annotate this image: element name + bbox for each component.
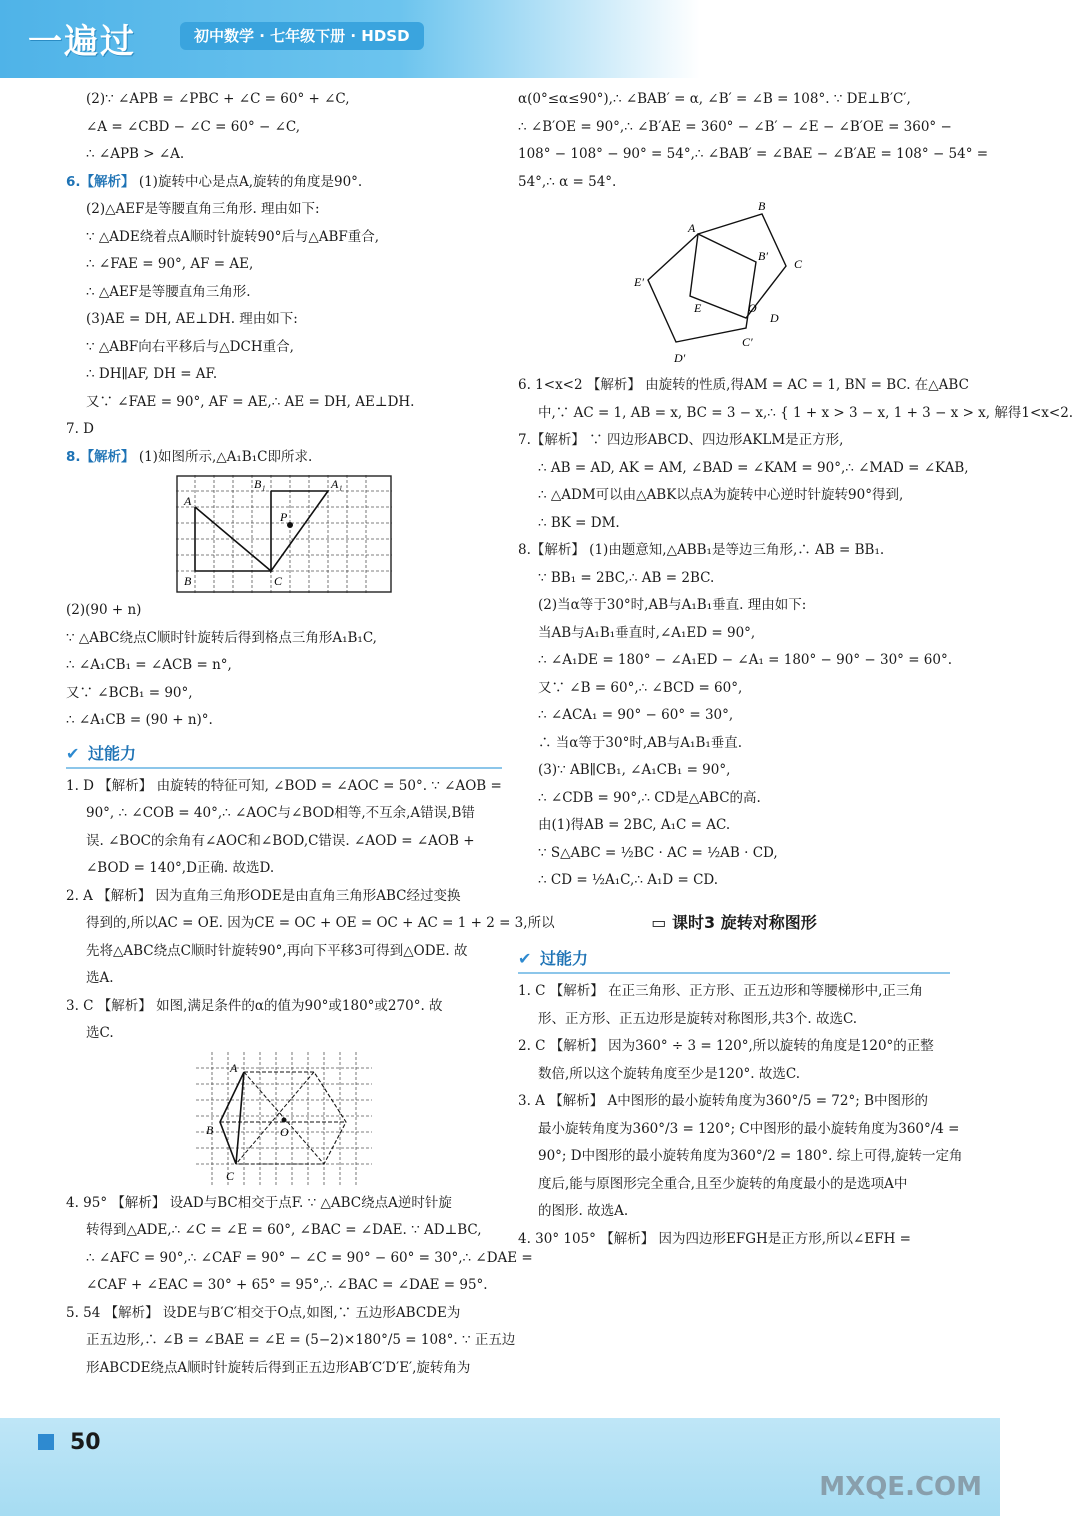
text-line: ∴ ∠A₁CB = (90 + n)°. xyxy=(66,712,213,728)
answer-6-head xyxy=(66,169,502,197)
text-line: ∴ DH∥AF, DH = AF. xyxy=(86,366,218,382)
text-line: 形、正方形、正五边形是旋转对称图形,共3个. 故选C. xyxy=(538,1010,858,1027)
text-line: (2)△AEF是等腰直角三角形. 理由如下: xyxy=(86,201,320,217)
text-line: 选A. xyxy=(86,970,114,986)
text-line: ∵ BB₁ = 2BC,∴ AB = 2BC. xyxy=(538,569,715,586)
grid-figure-alpha xyxy=(196,1052,372,1186)
label-a1: A₁ xyxy=(331,477,343,491)
point-p xyxy=(287,522,293,528)
text-line: (3)AE = DH, AE⊥DH. 理由如下: xyxy=(86,311,298,327)
text-line: ∴ AB = AD, AK = AM, ∠BAD = ∠KAM = 90°,∴ ∠MAD = ∠KAB, xyxy=(538,459,969,476)
section-heading: ✔ 过能力 xyxy=(518,946,950,974)
text-line: ∵ △ABC绕点C顺时针旋转后得到格点三角形A₁B₁C, xyxy=(66,629,377,646)
label-o: O xyxy=(280,1124,289,1139)
text-line: ∴ ∠CDB = 90°,∴ CD是△ABC的高. xyxy=(538,789,761,806)
text-line: 中,∵ AC = 1, AB = x, BC = 3 − x,∴ { 1 + x > 3 − x, 1 + 3 − x > x, 解得1<x<2. xyxy=(538,404,1073,421)
text-line: ∴ △AEF是等腰直角三角形. xyxy=(86,283,251,300)
page-header xyxy=(0,0,1000,78)
lesson-title: ▭ 课时3 旋转对称图形 xyxy=(651,912,817,932)
text-line: 又∵ ∠BCB₁ = 90°, xyxy=(66,684,193,701)
analysis-tag: 【解析】 xyxy=(80,173,135,190)
label-c-prime: C′ xyxy=(742,335,753,349)
text-line: ∵ △ABF向右平移后与△DCH重合, xyxy=(86,338,294,355)
text-line: (2)(90 + n) xyxy=(66,602,142,618)
text-line: (1)旋转中心是点A,旋转的角度是90°. xyxy=(138,173,363,190)
label-d-prime: D′ xyxy=(674,351,686,365)
text-line: 当AB与A₁B₁垂直时,∠A₁ED = 90°, xyxy=(538,624,756,641)
text-line: 8.【解析】 (1)由题意知,△ABB₁是等边三角形,∴ AB = BB₁. xyxy=(518,542,885,558)
label-b: B xyxy=(184,574,192,588)
text-line: (3)∵ AB∥CB₁, ∠A₁CB₁ = 90°, xyxy=(538,762,731,778)
text-line: 54°,∴ α = 54°. xyxy=(518,173,617,190)
point-o xyxy=(282,1117,287,1122)
text-line: 最小旋转角度为360°/3 = 120°; C中图形的最小旋转角度为360°/4 = xyxy=(538,1120,960,1137)
text-line: ∴ ∠AFC = 90°,∴ ∠CAF = 90° − ∠C = 90° − 60° = 30°,∴ ∠DAE = xyxy=(86,1249,533,1266)
text-line: 转得到△ADE,∴ ∠C = ∠E = 60°, ∠BAC = ∠DAE. ∵ AD⊥BC, xyxy=(86,1222,482,1238)
question-number: 8. xyxy=(66,448,81,465)
check-icon: ✔ xyxy=(66,743,80,763)
watermark: MXQE.COM xyxy=(819,1472,982,1502)
text-line: 5. 54 【解析】 设DE与B′C′相交于O点,如图,∵ 五边形ABCDE为 xyxy=(66,1304,461,1321)
text-line: ∠CAF + ∠EAC = 30° + 65° = 95°,∴ ∠BAC = ∠DAE = 95°. xyxy=(86,1277,488,1293)
text-line: 1. C 【解析】 在正三角形、正方形、正五边形和等腰梯形中,正三角 xyxy=(518,983,923,999)
text-line: 1. D 【解析】 由旋转的特征可知, ∠BOD = ∠AOC = 50°. ∵ ∠AOB = xyxy=(66,777,502,794)
label-a: A xyxy=(184,494,192,508)
text-line: (1)如图所示,△A₁B₁C即所求. xyxy=(138,448,313,465)
section-heading: ✔ 过能力 xyxy=(66,741,502,769)
rotated-figures xyxy=(236,1072,346,1164)
text-line: 2. A 【解析】 因为直角三角形ODE是由直角三角形ABC经过变换 xyxy=(66,887,461,904)
text-line: 数倍,所以这个旋转角度至少是120°. 故选C. xyxy=(538,1065,801,1082)
text-line: ∴ △ADM可以由△ABK以点A为旋转中心逆时针旋转90°得到, xyxy=(538,487,904,503)
label-p: P xyxy=(280,510,288,524)
answer-7: 7. D xyxy=(66,421,94,437)
label-a: A xyxy=(688,221,696,235)
text-line: ∴ 当α等于30°时,AB与A₁B₁垂直. xyxy=(538,734,743,751)
pentagon-abcde xyxy=(690,214,786,318)
text-line: ∴ ∠B′OE = 90°,∴ ∠B′AE = 360° − ∠B′ − ∠E − ∠B′OE = 360° − xyxy=(518,118,952,135)
text-line: 90°, ∴ ∠COB = 40°,∴ ∠AOC与∠BOD相等,不互余,A错误,B错 xyxy=(86,805,475,821)
text-line: 形ABCDE绕点A顺时针旋转后得到正五边形AB′C′D′E′,旋转角为 xyxy=(86,1359,471,1376)
text-line: 3. A 【解析】 A中图形的最小旋转角度为360°/5 = 72°; B中图形的 xyxy=(518,1093,928,1109)
label-a: A xyxy=(230,1060,238,1075)
book-icon: ▭ xyxy=(651,912,672,932)
label-c: C xyxy=(274,574,283,588)
text-line: 90°; D中图形的最小旋转角度为360°/2 = 180°. 综上可得,旋转一定角 xyxy=(538,1148,963,1164)
text-line: 7.【解析】 ∵ 四边形ABCD、四边形AKLM是正方形, xyxy=(518,432,844,448)
text-line: 先将△ABC绕点C顺时针旋转90°,再向下平移3可得到△ODE. 故 xyxy=(86,942,468,959)
text-line: 误. ∠BOC的余角有∠AOC和∠BOD,C错误. ∠AOD = ∠AOB + xyxy=(86,832,475,849)
triangle-a1b1c xyxy=(271,491,328,571)
text-line: 正五边形,∴ ∠B = ∠BAE = ∠E = (5−2)×180°/5 = 108°. ∵ 正五边 xyxy=(86,1332,516,1348)
grid-figure-rotation xyxy=(176,475,392,593)
text-line: ∵ S△ABC = ½BC · AC = ½AB · CD, xyxy=(538,844,778,861)
page-marker-icon xyxy=(38,1434,54,1450)
triangle-abc xyxy=(220,1072,244,1164)
text-line: 4. 95° 【解析】 设AD与BC相交于点F. ∵ △ABC绕点A逆时针旋 xyxy=(66,1194,452,1211)
text-line: ∴ ∠A₁CB₁ = ∠ACB = n°, xyxy=(66,657,232,673)
text-line: 6. 1<x<2 【解析】 由旋转的性质,得AM = AC = 1, BN = BC. 在△ABC xyxy=(518,377,969,393)
label-c: C xyxy=(226,1168,235,1183)
left-column xyxy=(66,86,555,1382)
pentagon-figure xyxy=(634,200,834,368)
page-number: 50 xyxy=(70,1430,101,1455)
text-line: 2. C 【解析】 因为360° ÷ 3 = 120°,所以旋转的角度是120°的正整 xyxy=(518,1038,934,1054)
label-b-prime: B′ xyxy=(758,249,768,263)
text-line: ∵ △ADE绕着点A顺时针旋转90°后与△ABF重合, xyxy=(86,228,380,245)
text-line: 又∵ ∠FAE = 90°, AF = AE,∴ AE = DH, AE⊥DH. xyxy=(86,393,415,410)
text-line: 选C. xyxy=(86,1025,114,1041)
text-line: 108° − 108° − 90° = 54°,∴ ∠BAB′ = ∠BAE − ∠B′AE = 108° − 54° = xyxy=(518,146,989,162)
right-column xyxy=(518,86,1073,1253)
text-line: 又∵ ∠B = 60°,∴ ∠BCD = 60°, xyxy=(538,679,743,696)
label-e: E xyxy=(694,301,702,315)
text-line: 的图形. 故选A. xyxy=(538,1203,629,1219)
text-line: α(0°≤α≤90°),∴ ∠BAB′ = α, ∠B′ = ∠B = 108°. ∵ DE⊥B′C′, xyxy=(518,91,911,107)
text-line: (2)当α等于30°时,AB与A₁B₁垂直. 理由如下: xyxy=(538,597,807,613)
text-line: ∴ ∠ACA₁ = 90° − 60° = 30°, xyxy=(538,707,734,723)
label-b1: B₁ xyxy=(254,477,266,491)
answer-8-head xyxy=(66,444,502,472)
text-line: ∴ ∠A₁DE = 180° − ∠A₁ED − ∠A₁ = 180° − 90° − 30° = 60°. xyxy=(538,652,953,668)
label-b: B xyxy=(206,1122,214,1137)
pentagon-ab1c1d1e1 xyxy=(648,234,756,342)
text-line: 度后,能与原图形完全重合,且至少旋转的角度最小的是选项A中 xyxy=(538,1175,908,1192)
text-line: ∴ ∠FAE = 90°, AF = AE, xyxy=(86,256,254,272)
text-line: 3. C 【解析】 如图,满足条件的α的值为90°或180°或270°. 故 xyxy=(66,997,443,1014)
label-d: D xyxy=(770,311,779,325)
question-number: 6. xyxy=(66,173,81,190)
check-icon: ✔ xyxy=(518,949,532,968)
text-line: ∠BOD = 140°,D正确. 故选D. xyxy=(86,860,275,876)
book-subtitle: 初中数学 · 七年级下册 · HDSD xyxy=(180,22,424,50)
text-line: ∴ ∠APB > ∠A. xyxy=(86,146,185,162)
text-line: 4. 30° 105° 【解析】 因为四边形EFGH是正方形,所以∠EFH = xyxy=(518,1230,911,1247)
label-o: O xyxy=(748,301,757,315)
text-line: ∠A = ∠CBD − ∠C = 60° − ∠C, xyxy=(86,118,301,135)
text-line: 得到的,所以AC = OE. 因为CE = OC + OE = OC + AC = 1 + 2 = 3,所以 xyxy=(86,915,555,931)
label-e-prime: E′ xyxy=(634,275,644,289)
text-line: ∴ CD = ½A₁C,∴ A₁D = CD. xyxy=(538,872,719,888)
brand-logo: 一遍过 xyxy=(28,22,136,62)
text-line: 由(1)得AB = 2BC, A₁C = AC. xyxy=(538,817,731,833)
analysis-tag: 【解析】 xyxy=(80,448,135,465)
label-b: B xyxy=(758,199,766,213)
text-line: ∴ BK = DM. xyxy=(538,514,620,531)
text-line: (2)∵ ∠APB = ∠PBC + ∠C = 60° + ∠C, xyxy=(86,91,350,107)
label-c: C xyxy=(794,257,803,271)
